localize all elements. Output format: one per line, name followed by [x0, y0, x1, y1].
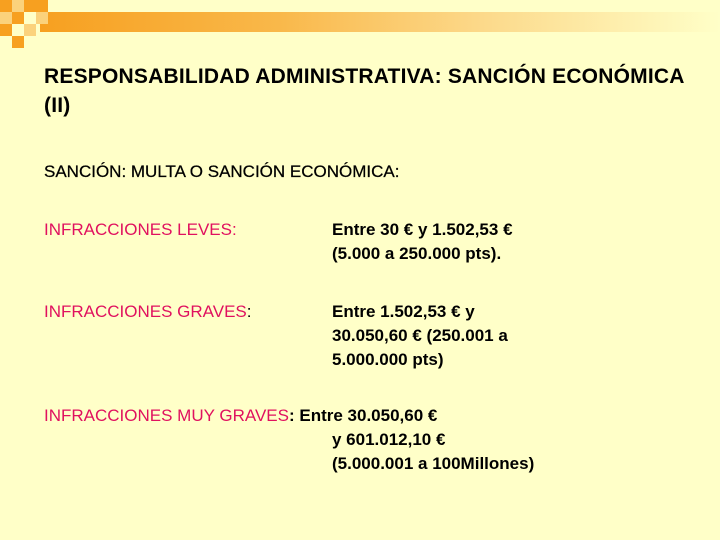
deco-square: [0, 0, 12, 12]
infraction-label-text: INFRACCIONES GRAVES: [44, 302, 247, 321]
value-line: Entre 1.502,53 € y: [332, 302, 475, 321]
header-gradient-bar: [40, 12, 720, 32]
infraction-label-text: INFRACCIONES LEVES: [44, 220, 232, 239]
deco-square: [12, 0, 24, 12]
infraction-row-muy-graves: [44, 404, 437, 428]
label-colon: :: [288, 406, 300, 425]
value-line: 30.050,60 € (250.001 a: [332, 326, 508, 345]
infraction-value-muy-graves: [332, 428, 592, 476]
deco-square: [0, 12, 12, 24]
infraction-value-leves: [332, 218, 592, 266]
infraction-value-graves: [332, 300, 592, 372]
slide-title: RESPONSABILIDAD ADMINISTRATIVA: SANCIÓN ECONÓMICA (II): [44, 65, 684, 117]
deco-square: [12, 36, 24, 48]
value-line: Entre 30 € y 1.502,53 €: [332, 220, 513, 239]
infraction-label-muy-graves: INFRACCIONES MUY GRAVES: [44, 406, 289, 425]
deco-square: [0, 24, 12, 36]
infraction-label-leves: [44, 218, 237, 242]
value-line: (5.000.001 a 100Millones): [332, 454, 535, 473]
slide-subtitle: SANCIÓN: MULTA O SANCIÓN ECONÓMICA:: [44, 162, 400, 181]
deco-square: [36, 12, 48, 24]
value-line: 5.000.000 pts): [332, 350, 444, 369]
deco-square: [24, 0, 36, 12]
value-line: y 601.012,10 €: [332, 430, 446, 449]
label-colon: :: [246, 302, 252, 321]
value-line: Entre 30.050,60 €: [299, 406, 438, 425]
deco-square: [12, 12, 24, 24]
deco-square: [36, 0, 48, 12]
value-line: (5.000 a 250.000 pts).: [332, 244, 502, 263]
infraction-label-graves: [44, 300, 252, 324]
label-colon: :: [232, 220, 237, 239]
deco-square: [24, 24, 36, 36]
